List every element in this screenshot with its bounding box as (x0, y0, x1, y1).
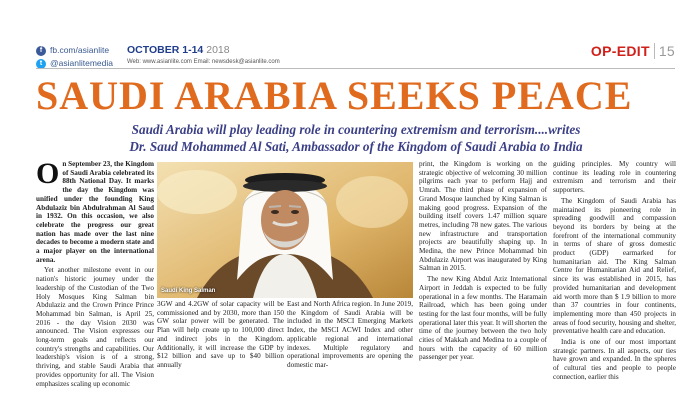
twitter-handle: @asianlitemedia (50, 58, 113, 68)
facebook-icon: f (36, 46, 46, 56)
article-column-5 (553, 160, 676, 400)
headline: SAUDI ARABIA SEEKS PEACE (36, 73, 633, 118)
column-5-paragraph-1: guiding principles. My country will continue its leading role in countering extremism and terrorism and their supporters. (553, 160, 676, 195)
photo-caption: Saudi King Salman (161, 288, 216, 294)
masthead-divider (36, 68, 675, 69)
article-column-4 (419, 160, 547, 400)
facebook-handle: fb.com/asianlite (50, 45, 110, 55)
social-links (36, 44, 113, 70)
article-column-2 (157, 300, 284, 400)
portrait-illustration (157, 162, 413, 298)
column-4-paragraph-1: print, the Kingdom is working on the strategic objective of welcoming 30 million pilgrims each year to perform Hajj and Umrah. The third phase of expansion of Grand Mosque launched by King Salman is making good progress. Expansion of the building itself covers 1.47 million square metres, including 78 new gates. The various new infrastructure and transportation projects are beautifully shaping up. In Medina, the new Prince Mohammad bin Abdulaziz Airport was inaugurated by King Salman in 2015. (419, 160, 547, 273)
deck-line-2: Dr. Saud Mohammed Al Sati, Ambassador of the Kingdom of Saudi Arabia to India (129, 139, 583, 154)
section-name: OP-EDIT (590, 43, 650, 59)
section-label (591, 43, 675, 59)
issue-date-range: OCTOBER 1-14 (127, 44, 204, 56)
twitter-icon: t (36, 59, 46, 69)
drop-cap: O (36, 160, 60, 190)
issue-date (127, 44, 230, 56)
lead-text: n September 23, the Kingdom of Saudi Arabia celebrated its 88th National Day. It marks the day the Kingdom was unified under the founding King Abdulaziz bin Abdulrahman Al Saud in 1932. On this occasion, we also celebrate the progress our great nation has made over the last nine decades to become a modern state and a major player on the international arena. (36, 160, 154, 264)
column-5-paragraph-3: India is one of our most important strategic partners. In all aspects, our ties have grown and expanded. In the spheres of cultural ties and people to people connection, earlier this (553, 338, 676, 381)
article-column-1 (36, 160, 154, 400)
deck-line-1: Saudi Arabia will play leading role in countering extremism and terrorism....writes (131, 122, 581, 137)
page-number: 15 (654, 43, 675, 59)
lead-paragraph (36, 160, 154, 264)
masthead (0, 0, 681, 70)
article-deck (36, 121, 676, 155)
facebook-link[interactable] (36, 44, 113, 57)
column-4-paragraph-2: The new King Abdul Aziz International Airport in Jeddah is expected to be fully operational in a few months. The Haramain Railroad, which has been going under testing for the last four months, will be fully operational later this year. It will shorten the time of the journey between the two holy cities of Makkah and Medina to a couple of hours with the capacity of 60 million passenger per year. (419, 275, 547, 362)
issue-year: 2018 (206, 44, 230, 56)
column-2-paragraph: 3GW and 4.2GW of solar capacity will be commissioned and by 2030, more than 150 GW solar power will be generated. The Plan will help create up to 100,000 direct and indirect jobs in the Kingdom. Additionally, it will increase the GDP by $12 billion and save up to $40 billion annually (157, 300, 284, 369)
column-3-paragraph: East and North Africa region. In June 2019, the Kingdom of Saudi Arabia will be included in the MSCI Emerging Markets Index, the MSCI ACWI Index and other applicable regional and international indexes. Multiple regulatory and operational improvements are opening the domestic mar- (287, 300, 413, 369)
king-salman-photo (157, 162, 413, 298)
column-5-paragraph-2: The Kingdom of Saudi Arabia has maintained its pioneering role in spreading goodwill and compassion beyond its borders by being at the forefront of the international community in terms of share of gross domestic product (GDP) earmarked for humanitarian aid. The King Salman Centre for Humanitarian Aid and Relief, since its was established in 2015, has provided humanitarian and development aid worth more than $ 1.9 billion to more than 37 countries in four continents, implementing more than 450 projects in areas of food security, housing and shelter, preventative health care and education. (553, 196, 676, 336)
web-contact-line: Web: www.asianlite.com Email: newsdesk@asianlite.com (127, 59, 280, 65)
column-1-paragraph-2: Yet another milestone event in our nation's historic journey under the leadership of the Custodian of the Two Holy Mosques King Salman bin Abdulaziz and the Crown Prince Prince Mohammad bin Salman, is April 25, 2016 - the day Vision 2030 was announced. The Vision expresses our long-term goals and reflects our country's strengths and capabilities. Our leadership's vision is of a strong, thriving, and stable Saudi Arabia that provides opportunity for all. The Vision emphasizes scaling up economic (36, 266, 154, 388)
article-column-3 (287, 300, 413, 400)
